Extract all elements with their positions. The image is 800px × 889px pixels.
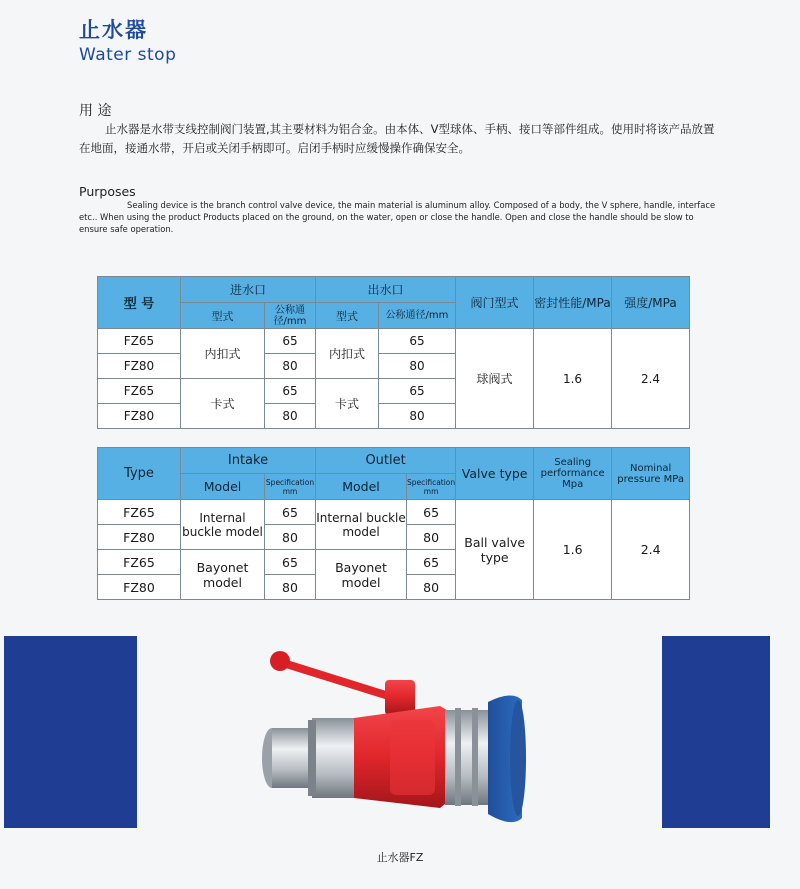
strength-value: 2.4 [612,500,690,600]
sealing-value: 1.6 [534,329,612,429]
intake-spec: 65 [265,329,316,354]
spec-table-en [97,447,690,600]
intake-spec-header: 公称通径/mm [265,303,316,329]
intake-spec: 80 [265,354,316,379]
row-type: FZ65 [98,329,181,354]
valve-type-header: 阀门型式 [456,277,534,329]
intake-spec: 65 [265,379,316,404]
outlet-spec: 80 [407,575,456,600]
outlet-spec: 65 [379,379,456,404]
intake-spec: 65 [265,500,316,525]
strength-value: 2.4 [612,329,690,429]
intake-model-b: 卡式 [181,379,265,429]
product-caption: 止水器FZ [376,851,424,864]
type-header: Type [98,448,181,500]
outlet-spec-header: 公称通径/mm [379,303,456,329]
outlet-spec: 80 [379,404,456,429]
sealing-value: 1.6 [534,500,612,600]
intake-model-header: 型式 [181,303,265,329]
strength-header: Nominal pressure MPa [612,448,690,500]
valve-value: 球阀式 [456,329,534,429]
outlet-spec-header: Specification mm [407,474,456,500]
intake-model-a: 内扣式 [181,329,265,379]
outlet-model-a: 内扣式 [316,329,379,379]
strength-header: 强度/MPa [612,277,690,329]
purposes-text-en: Sealing device is the branch control valve device, the main material is aluminum alloy. Composed of a body, the V sphere, handle, interface etc.. When using the product Products placed on the ground, on the water, open or close the handle. Open and close the handle should be slow to ensure safe operation. [79,200,716,234]
outlet-spec: 65 [407,500,456,525]
usage-heading-cn: 用 途 [79,103,112,119]
row-type: FZ80 [98,404,181,429]
row-type: FZ80 [98,354,181,379]
decorative-block-right [662,636,770,828]
intake-spec: 65 [265,550,316,575]
outlet-header: Outlet [316,448,456,474]
intake-header: 进水口 [181,277,316,303]
usage-text-cn: 止水器是水带支线控制阀门装置,其主要材料为铝合金。由本体、V型球体、手柄、接口等部件组成。使用时将该产品放置在地面，接通水带，开启或关闭手柄即可。启闭手柄时应缓慢操作确保安全。 [79,122,715,155]
outlet-spec: 80 [407,525,456,550]
page-title-cn: 止水器 [79,18,148,42]
outlet-model-b: 卡式 [316,379,379,429]
intake-model-header: Model [181,474,265,500]
water-stop-valve-image [250,640,540,840]
intake-spec-header: Specification mm [265,474,316,500]
outlet-model-b: Bayonet model [316,550,407,600]
row-type: FZ65 [98,500,181,525]
outlet-spec: 80 [379,354,456,379]
page-title-en: Water stop [79,45,177,65]
sealing-header: Sealing performance Mpa [534,448,612,500]
row-type: FZ65 [98,379,181,404]
intake-model-a: Internal buckle model [181,500,265,550]
sealing-header: 密封性能/MPa [534,277,612,329]
outlet-model-a: Internal buckle model [316,500,407,550]
row-type: FZ65 [98,550,181,575]
row-type: FZ80 [98,575,181,600]
intake-header: Intake [181,448,316,474]
valve-value: Ball valve type [456,500,534,600]
outlet-model-header: 型式 [316,303,379,329]
intake-model-b: Bayonet model [181,550,265,600]
outlet-model-header: Model [316,474,407,500]
outlet-spec: 65 [407,550,456,575]
intake-spec: 80 [265,404,316,429]
intake-spec: 80 [265,575,316,600]
intake-spec: 80 [265,525,316,550]
row-type: FZ80 [98,525,181,550]
outlet-spec: 65 [379,329,456,354]
valve-type-header: Valve type [456,448,534,500]
purposes-heading-en: Purposes [79,184,136,199]
outlet-header: 出水口 [316,277,456,303]
decorative-block-left [4,636,137,828]
spec-table-cn [97,276,690,429]
type-header: 型 号 [98,277,181,329]
